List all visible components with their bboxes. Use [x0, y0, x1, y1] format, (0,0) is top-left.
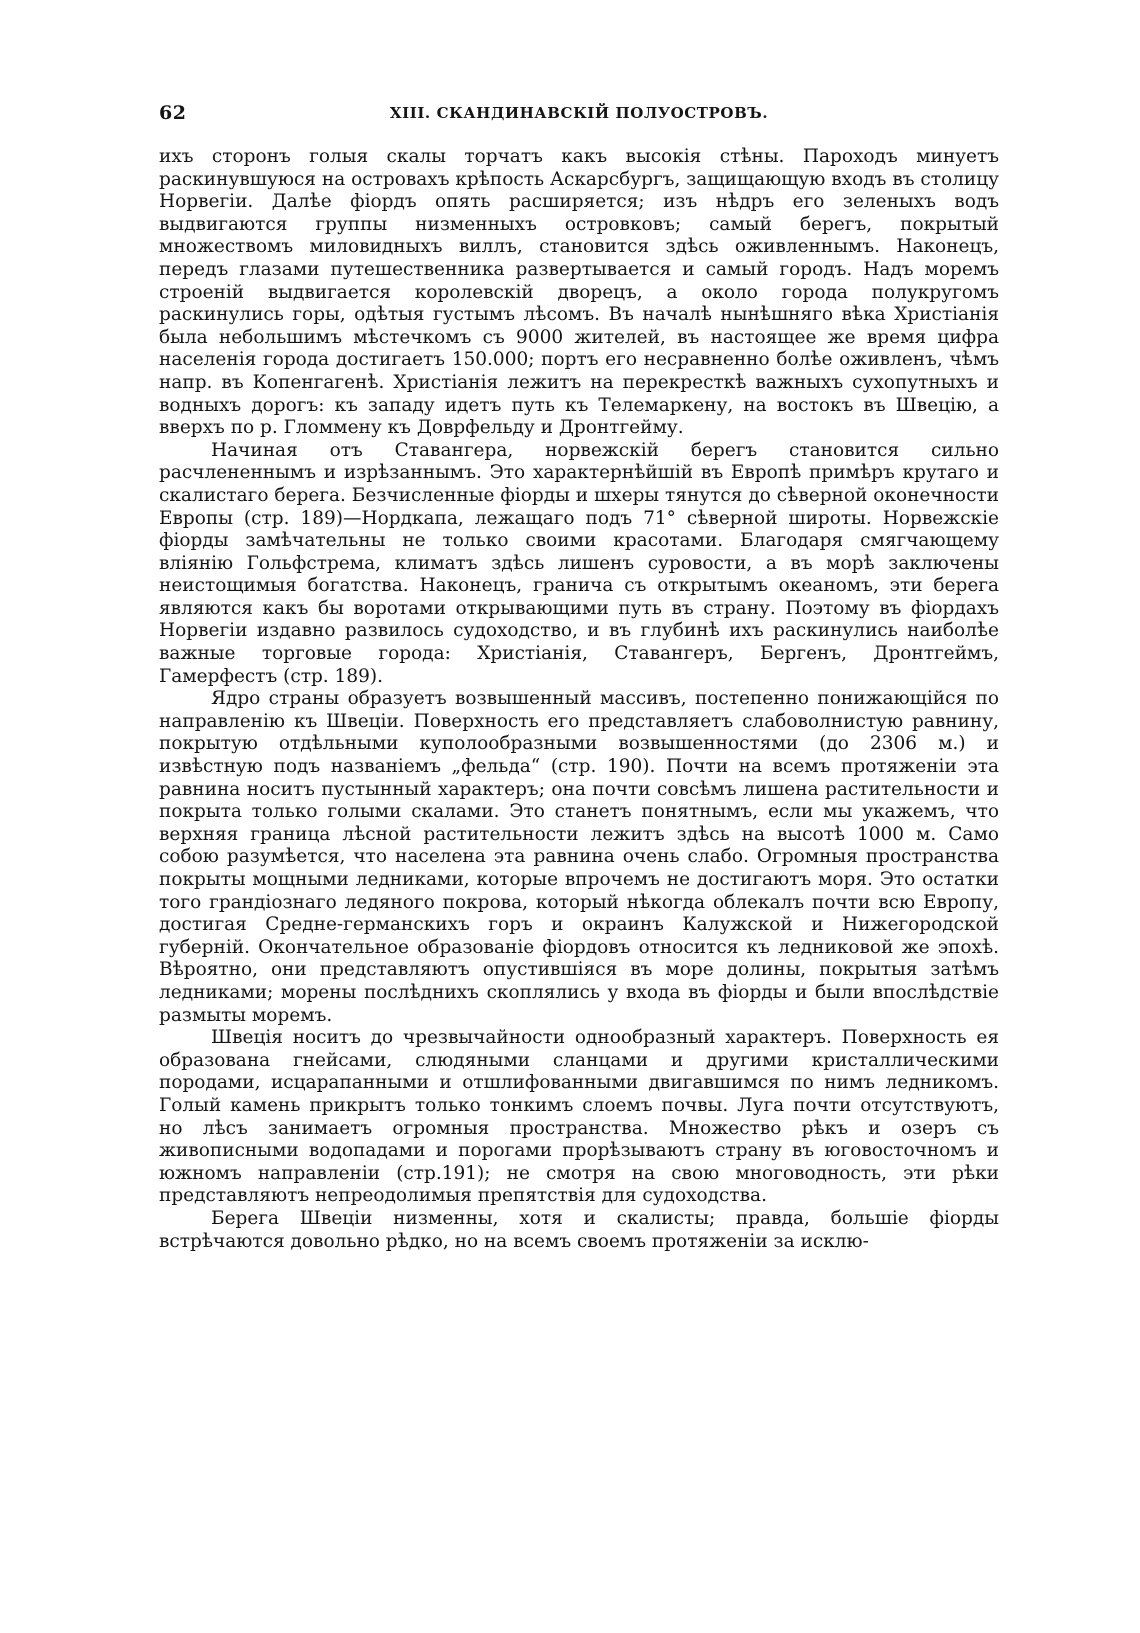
paragraph: Начиная отъ Ставангера, норвежскій берегъ становится сильно расчлененнымъ и изрѣзаннымъ. Это характернѣйшій въ Европѣ примѣръ крутаго и скалистаго берега. Безчисленные фіорды и шхеры тянутся до сѣверной оконечности Европы (стр. 189)—Нордкапа, лежащаго подъ 71° сѣверной широты. Норвежскіе фіорды замѣчательны не только своими красотами. Благодаря смягчающему вліянію Гольфстрема, климатъ здѣсь лишенъ суровости, а въ морѣ заключены неистощимыя богатства. Наконецъ, граничa съ открытымъ океаномъ, эти берега являются какъ бы воротами открывающими путь въ страну. Поэтому въ фіордахъ Норвегіи издавно развилось судоходство, и въ глубинѣ ихъ раскинулись наиболѣе важные торговые города: Христіанія, Ставангеръ, Бергенъ, Дронтгеймъ, Гамерфестъ (стр. 189).	[159, 439, 999, 687]
paragraph: Ядро страны образуетъ возвышенный массивъ, постепенно понижающійся по направленію къ Швеціи. Поверхность его представляетъ слабоволнистую равнину, покрытую отдѣльными куполообразными возвышенностями (до 2306 м.) и извѣстную подъ названіемъ „фельда“ (стр. 190). Почти на всемъ протяженіи эта равнина носитъ пустынный характеръ; она почти совсѣмъ лишена растительности и покрыта только голыми скалами. Это станетъ понятнымъ, если мы укажемъ, что верхняя граница лѣсной растительности лежитъ здѣсь на высотѣ 1000 м. Само собою разумѣется, что населена эта равнина очень слабо. Огромныя пространства покрыты мощными ледниками, которые впрочемъ не достигаютъ моря. Это остатки того грандіознаго ледяного покрова, который нѣкогда облекалъ почти всю Европу, достигая Средне-германскихъ горъ и окраинъ Калужской и Нижегородской губерній. Окончательное образованіе фіордовъ относится къ ледниковой же эпохѣ. Вѣроятно, они представляютъ опустившіяся въ море долины, покрытыя затѣмъ ледниками; морены послѣднихъ скоплялись у входа въ фіорды и были впослѣдствіе размыты моремъ.	[159, 688, 999, 1026]
paragraph: Швеція носитъ до чрезвычайности однообразный характеръ. Поверхность ея образована гнейсами, слюдяными сланцами и другими кристаллическими породами, исцарапанными и отшлифованными двигавшимся по нимъ ледникомъ. Голый камень прикрытъ только тонкимъ слоемъ почвы. Луга почти отсутствуютъ, но лѣсъ занимаетъ огромныя пространства. Множество рѣкъ и озеръ съ живописными водопадами и порогами прорѣзываютъ страну въ юговосточномъ и южномъ направленіи (стр.191); не смотря на свою многоводность, эти рѣки представляютъ непреодолимыя препятствія для судоходства.	[159, 1027, 999, 1207]
body-text	[159, 146, 999, 1253]
paragraph: Берега Швеціи низменны, хотя и скалисты; правда, большіе фіорды встрѣчаются довольно рѣдко, но на всемъ своемъ протяженіи за исклю-	[159, 1207, 999, 1252]
running-title: XIII. СКАНДИНАВСКІЙ ПОЛУОСТРОВЪ.	[389, 104, 769, 122]
page-number: 62	[159, 102, 187, 124]
page-header	[159, 102, 999, 132]
paragraph: ихъ сторонъ голыя скалы торчатъ какъ высокія стѣны. Пароходъ минуетъ раскинувшуюся на островахъ крѣпость Аскарсбургъ, защищающую входъ въ столицу Норвегіи. Далѣе фіордъ опять расширяется; изъ нѣдръ его зеленыхъ водъ выдвигаются группы низменныхъ островковъ; самый берегъ, покрытый множествомъ миловидныхъ виллъ, становится здѣсь оживленнымъ. Наконецъ, передъ глазами путешественника развертывается и самый городъ. Надъ моремъ строеній выдвигается королевскій дворецъ, а около города полукругомъ раскинулись горы, одѣтыя густымъ лѣсомъ. Въ началѣ нынѣшняго вѣка Христіанія была небольшимъ мѣстечкомъ съ 9000 жителей, въ настоящее же время цифра населенія города достигаетъ 150.000; портъ его несравненно болѣе оживленъ, чѣмъ напр. въ Копенгагенѣ. Христіанія лежитъ на перекресткѣ важныхъ сухопутныхъ и водныхъ дорогъ: къ западу идетъ путь къ Телемаркену, на востокъ въ Швецію, а вверхъ по р. Гломмену къ Доврфельду и Дронтгейму.	[159, 146, 999, 439]
